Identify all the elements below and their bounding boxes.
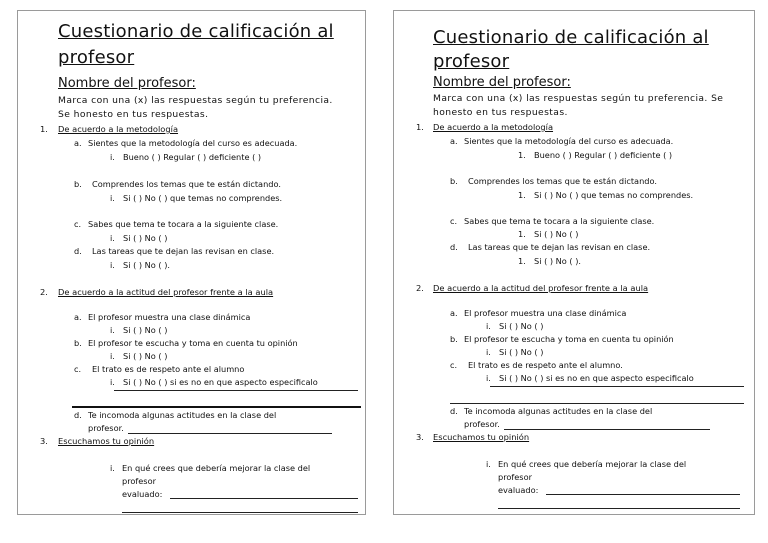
q3-text-line3: evaluado: — [122, 489, 163, 499]
page-title-line1: Cuestionario de calificación al — [433, 27, 709, 48]
q1a-text: Sientes que la metodología del curso es adecuada. — [88, 138, 298, 148]
q1c-marker: c. — [74, 219, 82, 229]
q3-text-line2: profesor — [122, 476, 156, 486]
q1c-text: Sabes que tema te tocara a la siguiente clase. — [88, 219, 279, 229]
q2d-text: Te incomoda algunas actitudes en la clase del — [88, 410, 277, 420]
q1c-answer-marker: 1. — [518, 229, 526, 239]
q1a-answer: Bueno ( ) Regular ( ) deficiente ( ) — [123, 152, 262, 162]
q2c-text: El trato es de respeto ante el alumno. — [468, 360, 623, 370]
q1b-answer: Si ( ) No ( ) que temas no comprendes. — [534, 190, 694, 200]
q2d-answer-line[interactable] — [128, 433, 332, 434]
q1c-text: Sabes que tema te tocara a la siguiente clase. — [464, 216, 655, 226]
instructions-line2: Se honesto en tus respuestas. — [58, 109, 209, 120]
q1d-answer: Si ( ) No ( ). — [123, 260, 170, 270]
page-title-line2: profesor — [433, 51, 510, 72]
q2d-answer-line[interactable] — [504, 429, 710, 430]
section3-number: 3. — [416, 432, 424, 442]
section1-number: 1. — [416, 122, 424, 132]
q1b-marker: b. — [450, 176, 458, 186]
q2b-answer-marker: i. — [486, 347, 491, 357]
q2c-text: El trato es de respeto ante el alumno — [92, 364, 245, 374]
q2d-text-line2: profesor. — [464, 419, 500, 429]
q3-answer-line1[interactable] — [546, 494, 740, 495]
section1-number: 1. — [40, 124, 48, 134]
q3-text-line1: En qué crees que debería mejorar la clase del — [122, 463, 311, 473]
q1b-text: Comprendes los temas que te están dictando. — [468, 176, 657, 186]
q1b-marker: b. — [74, 179, 82, 189]
page-title-line2: profesor — [58, 47, 135, 68]
q1b-answer-marker: 1. — [518, 190, 526, 200]
q2a-answer: Si ( ) No ( ) — [499, 321, 544, 331]
section3-number: 3. — [40, 436, 48, 446]
q2c-answer: Si ( ) No ( ) si es no en que aspecto especificalo — [499, 373, 694, 383]
q2a-answer-marker: i. — [486, 321, 491, 331]
q2c-separator-line — [450, 403, 744, 404]
document-page-right — [393, 10, 755, 515]
q2a-text: El profesor muestra una clase dinámica — [88, 312, 251, 322]
section3-title: Escuchamos tu opinión — [58, 436, 155, 446]
q2c-answer-line[interactable] — [114, 390, 358, 391]
q2a-answer-marker: i. — [110, 325, 115, 335]
q1d-text: Las tareas que te dejan las revisan en clase. — [468, 242, 651, 252]
q1d-answer: Si ( ) No ( ). — [534, 256, 581, 266]
q3-text-line2: profesor — [498, 472, 532, 482]
q1d-marker: d. — [74, 246, 82, 256]
q2c-answer-line[interactable] — [490, 386, 744, 387]
q1c-marker: c. — [450, 216, 458, 226]
q2b-answer: Si ( ) No ( ) — [123, 351, 168, 361]
q1d-answer-marker: 1. — [518, 256, 526, 266]
section2-number: 2. — [40, 287, 48, 297]
q2b-answer-marker: i. — [110, 351, 115, 361]
q3-text-line1: En qué crees que debería mejorar la clase del — [498, 459, 687, 469]
section2-number: 2. — [416, 283, 424, 293]
q1c-answer: Si ( ) No ( ) — [123, 233, 168, 243]
instructions-line1: Marca con una (x) las respuestas según tu preferencia. Se — [433, 93, 724, 104]
q2b-text: El profesor te escucha y toma en cuenta tu opinión — [88, 338, 298, 348]
q3-text-line3: evaluado: — [498, 485, 539, 495]
q2c-answer-marker: i. — [486, 373, 491, 383]
page-title-line1: Cuestionario de calificación al — [58, 21, 334, 42]
teacher-name-label: Nombre del profesor: — [58, 76, 196, 91]
q3-marker: i. — [110, 463, 115, 473]
q2c-marker: c. — [74, 364, 82, 374]
q1d-text: Las tareas que te dejan las revisan en clase. — [92, 246, 275, 256]
q2a-answer: Si ( ) No ( ) — [123, 325, 168, 335]
q2b-marker: b. — [450, 334, 458, 344]
q2c-marker: c. — [450, 360, 458, 370]
q2b-answer: Si ( ) No ( ) — [499, 347, 544, 357]
q1a-text: Sientes que la metodología del curso es adecuada. — [464, 136, 674, 146]
q1a-answer: Bueno ( ) Regular ( ) deficiente ( ) — [534, 150, 673, 160]
q2a-marker: a. — [74, 312, 82, 322]
q1a-answer-marker: 1. — [518, 150, 526, 160]
q2c-answer: Si ( ) No ( ) si es no en que aspecto especificalo — [123, 377, 318, 387]
q2d-text-line2: profesor. — [88, 423, 124, 433]
document-page-left — [17, 10, 366, 515]
instructions-line1: Marca con una (x) las respuestas según tu preferencia. — [58, 95, 333, 106]
q2c-answer-marker: i. — [110, 377, 115, 387]
q1b-text: Comprendes los temas que te están dictando. — [92, 179, 281, 189]
teacher-name-label: Nombre del profesor: — [433, 75, 571, 90]
q1c-answer: Si ( ) No ( ) — [534, 229, 579, 239]
q1d-marker: d. — [450, 242, 458, 252]
section3-title: Escuchamos tu opinión — [433, 432, 530, 442]
q2d-marker: d. — [450, 406, 458, 416]
section2-title: De acuerdo a la actitud del profesor frente a la aula — [58, 287, 274, 297]
q2b-marker: b. — [74, 338, 82, 348]
q3-answer-line2[interactable] — [498, 508, 740, 509]
q1b-answer-marker: i. — [110, 193, 115, 203]
q2a-marker: a. — [450, 308, 458, 318]
instructions-line2: honesto en tus respuestas. — [433, 107, 568, 118]
q2d-text: Te incomoda algunas actitudes en la clase del — [464, 406, 653, 416]
q2d-marker: d. — [74, 410, 82, 420]
q1a-marker: a. — [74, 138, 82, 148]
section1-title: De acuerdo a la metodología — [58, 124, 179, 134]
q2a-text: El profesor muestra una clase dinámica — [464, 308, 627, 318]
q1a-answer-marker: i. — [110, 152, 115, 162]
q3-answer-line2[interactable] — [122, 512, 358, 513]
q2b-text: El profesor te escucha y toma en cuenta tu opinión — [464, 334, 674, 344]
q2c-separator-line — [72, 406, 361, 408]
section2-title: De acuerdo a la actitud del profesor frente a la aula — [433, 283, 649, 293]
section1-title: De acuerdo a la metodología — [433, 122, 554, 132]
q3-marker: i. — [486, 459, 491, 469]
q1b-answer: Si ( ) No ( ) que temas no comprendes. — [123, 193, 283, 203]
q3-answer-line1[interactable] — [170, 498, 358, 499]
q1d-answer-marker: i. — [110, 260, 115, 270]
q1a-marker: a. — [450, 136, 458, 146]
q1c-answer-marker: i. — [110, 233, 115, 243]
